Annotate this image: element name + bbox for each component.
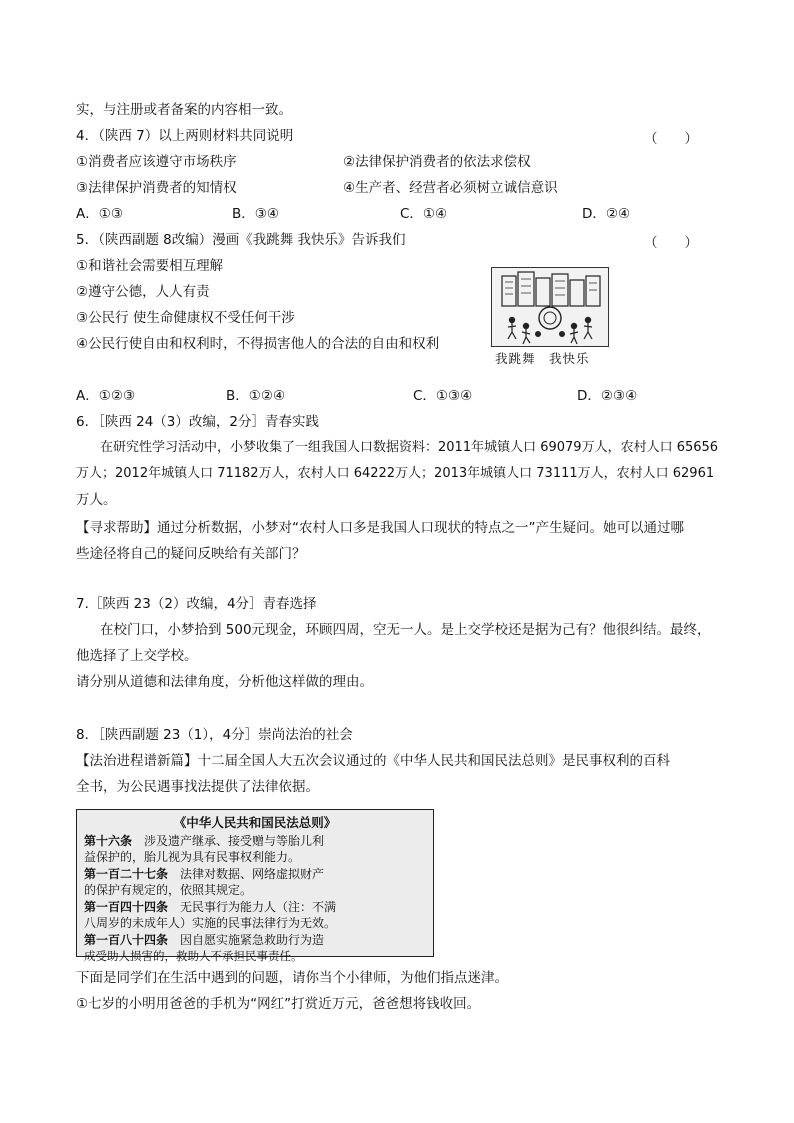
paragraph-line: 在研究性学习活动中，小梦收集了一组我国人口数据资料：2011年城镇人口 69079万人，农村人口 65656: [100, 440, 719, 455]
excerpt-title: 《中华人民共和国民法总则》: [173, 815, 337, 830]
article-label: 第一百八十四条: [84, 933, 169, 947]
option-b: B．③④: [232, 206, 279, 222]
article-text: 的保护有规定的，依照其规定。: [84, 883, 253, 897]
scenario-item: ①七岁的小明用爸爸的手机为“网红”打赏近万元，爸爸想将钱收回。: [76, 996, 481, 1012]
article-text: 无民事行为能力人（注：不满: [168, 900, 337, 914]
question-prompt: 下面是同学们在生活中遇到的问题，请你当个小律师，为他们指点迷津。: [76, 970, 508, 986]
paragraph-line: 他选择了上交学校。: [76, 648, 198, 664]
question-5-stem: 5．（陕西副题 8改编）漫画《我跳舞 我快乐》告诉我们: [76, 232, 406, 248]
article-144: [84, 899, 336, 915]
text-line: 实，与注册或者备案的内容相一致。: [76, 102, 292, 118]
option-a: A．①②③: [76, 388, 136, 404]
article-text: 因自愿实施紧急救助行为造: [168, 933, 325, 947]
cartoon-caption: 我跳舞 我快乐: [495, 351, 590, 366]
cartoon-illustration: [491, 267, 609, 366]
paragraph-line: 在校门口，小梦拾到 500元现金，环顾四周，空无一人。是上交学校还是据为己有？他很纠结。最终，: [100, 622, 711, 638]
statement-2: ②遵守公德，人人有责: [76, 284, 210, 300]
paragraph-line: 万人；2012年城镇人口 71182万人，农村人口 64222万人；2013年城镇人口 73111万人，农村人口 62961: [76, 466, 715, 481]
article-text: 成受助人损害的，救助人不承担民事责任。: [84, 949, 303, 963]
paragraph-line: 万人。: [76, 492, 117, 508]
paragraph-line: 全书，为公民遇事找法提供了法律依据。: [76, 779, 319, 795]
option-b: B．①②④: [226, 388, 286, 404]
statement-4: ④生产者、经营者必须树立诚信意识: [343, 180, 558, 196]
article-label: 第一百四十四条: [84, 900, 169, 914]
question-4-stem: 4．（陕西 7）以上两则材料共同说明: [76, 128, 294, 144]
statement-4: ④公民行使自由和权利时，不得损害他人的合法的自由和权利: [76, 336, 440, 352]
article-label: 第十六条: [84, 834, 133, 848]
statement-1: ①消费者应该遵守市场秩序: [76, 154, 237, 170]
answer-paren: （ ）: [644, 235, 698, 251]
statement-3: ③法律保护消费者的知情权: [76, 180, 237, 196]
question-prompt: 请分别从道德和法律角度，分析他这样做的理由。: [76, 674, 373, 690]
option-a: A．①③: [76, 206, 123, 222]
answer-paren: （ ）: [644, 131, 698, 147]
option-c: C．①③④: [413, 388, 473, 404]
article-127: [84, 866, 324, 882]
article-16: [84, 833, 324, 849]
question-7-stem: 7.［陕西 23（2）改编，4分］青春选择: [76, 596, 317, 612]
option-d: D．②③④: [577, 388, 638, 404]
article-text: 法律对数据、网络虚拟财产: [168, 867, 325, 881]
article-text: 益保护的，胎儿视为具有民事权利能力。: [84, 850, 301, 864]
question-8-stem: 8．［陕西副题 23（1），4分］崇尚法治的社会: [76, 727, 353, 743]
civil-code-excerpt-box: [76, 809, 434, 963]
cartoon-drawing: [492, 268, 608, 346]
option-d: D．②④: [582, 206, 631, 222]
question-6-stem: 6．［陕西 24（3）改编，2分］青春实践: [76, 414, 319, 430]
article-label: 第一百二十七条: [84, 867, 169, 881]
question-prompt: 【寻求帮助】通过分析数据，小梦对“农村人口多是我国人口现状的特点之一”产生疑问。她可以通过哪: [76, 520, 684, 536]
article-text: 八周岁的未成年人）实施的民事法律行为无效。: [84, 916, 337, 930]
article-text: 涉及遗产继承、接受赠与等胎儿利: [132, 834, 325, 848]
article-184: [84, 932, 324, 948]
paragraph-line: 【法治进程谱新篇】十二届全国人大五次会议通过的《中华人民共和国民法总则》是民事权利的百科: [76, 753, 670, 769]
statement-2: ②法律保护消费者的依法求偿权: [343, 154, 531, 170]
cartoon-image: [491, 267, 609, 347]
question-prompt: 些途径将自己的疑问反映给有关部门？: [76, 546, 306, 562]
option-c: C．①④: [400, 206, 448, 222]
statement-3: ③公民行 使生命健康权不受任何干涉: [76, 310, 295, 326]
statement-1: ①和谐社会需要相互理解: [76, 258, 224, 274]
